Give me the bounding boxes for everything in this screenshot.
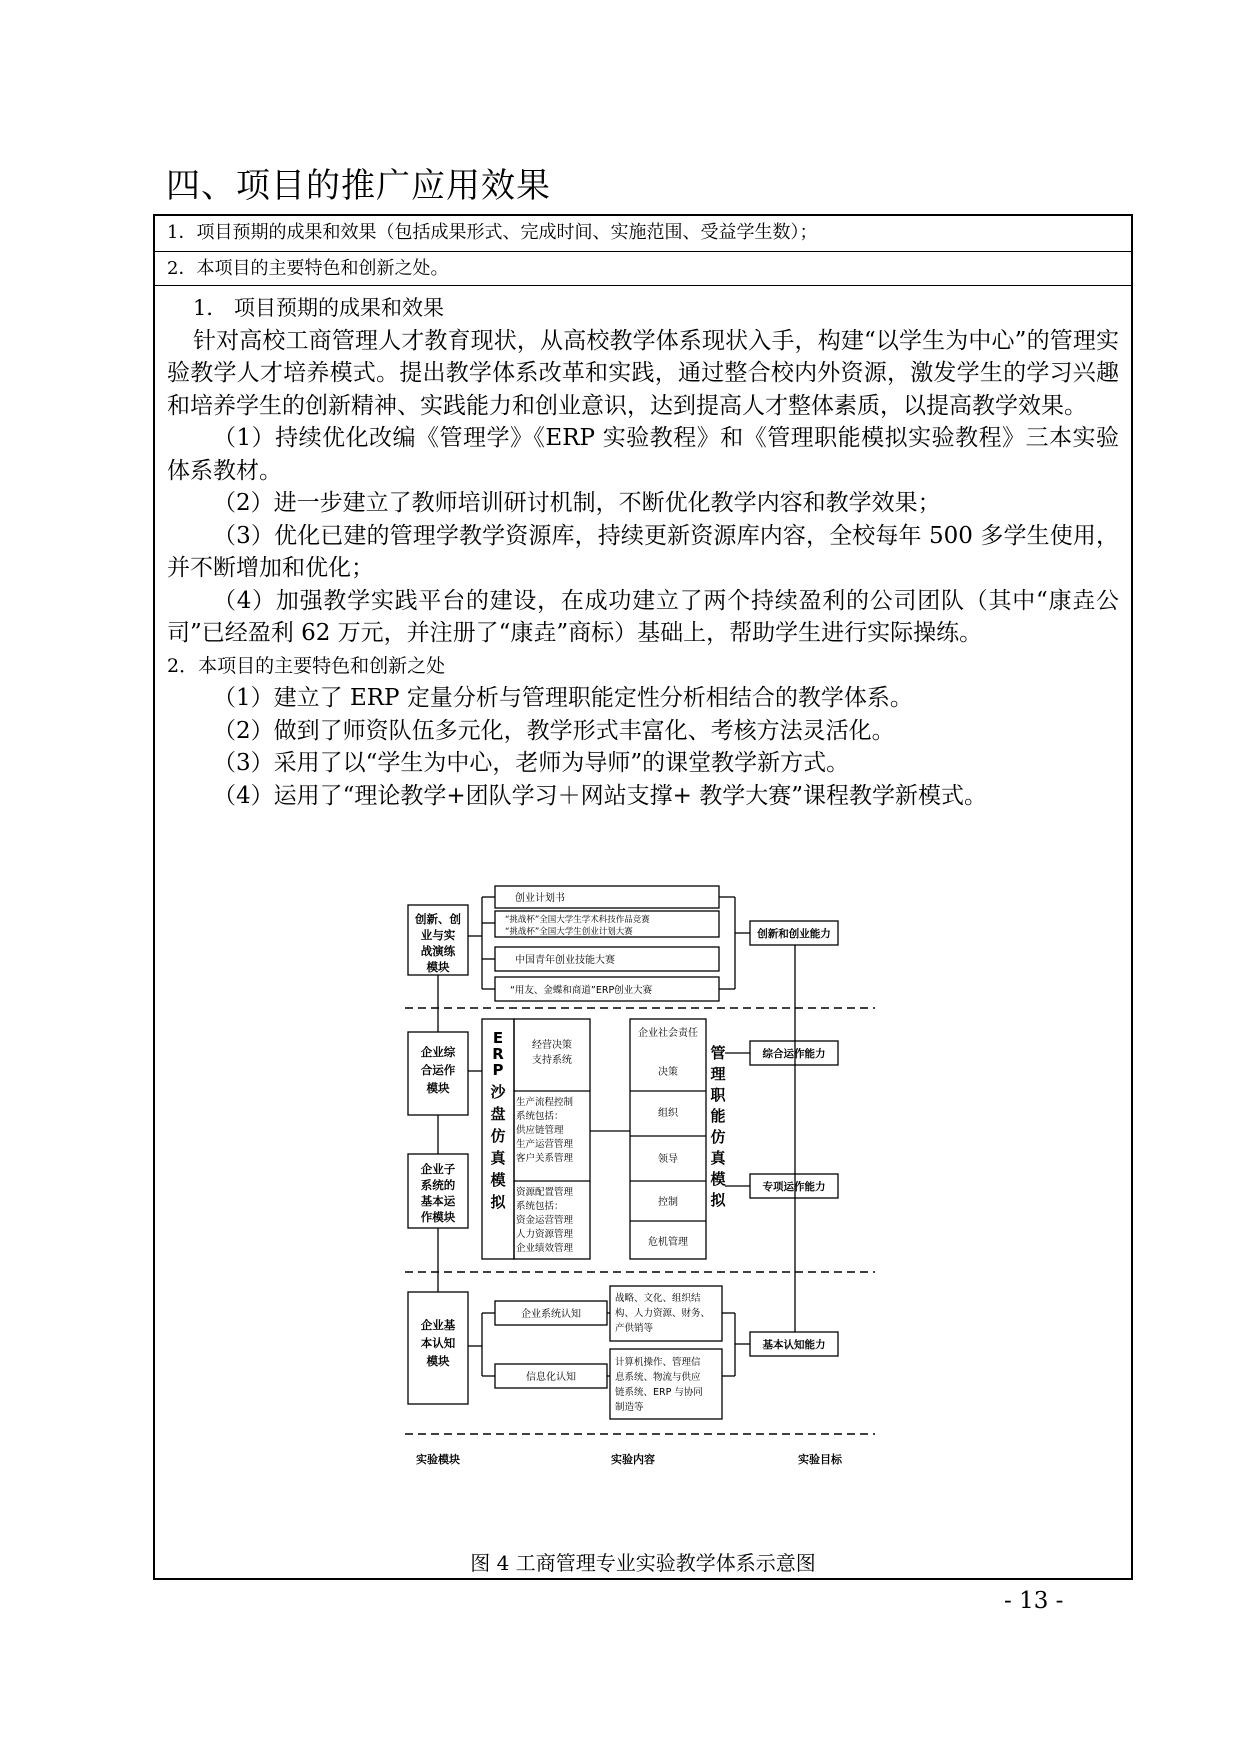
module-4-line-3: 模块 [426,1354,450,1368]
contest-4: “用友、金蝶和商道”ERP创业大赛 [510,985,653,996]
mgmt-label-8: 拟 [710,1191,726,1209]
feature-item-1: （1）建立了 ERP 定量分析与管理职能定性分析相结合的教学体系。 [213,685,913,711]
module-1-line-3: 战演练 [420,944,456,958]
mgmt-item-4: 领导 [658,1154,678,1165]
erp-label-3: P [492,1061,504,1079]
erp-label-1: E [492,1029,504,1047]
module-1-line-2: 业与实 [420,928,456,942]
mgmt-label-6: 真 [710,1149,726,1167]
module-4-line-2: 本认知 [420,1336,456,1350]
erp-item-2-line-5: 客户关系管理 [516,1153,574,1164]
erp-item-2-line-3: 供应链管理 [516,1125,564,1136]
result-item-4: （4）加强教学实践平台的建设，在成功建立了两个持续盈利的公司团队（其中“康垚公司”已经盈利 62 万元，并注册了“康垚”商标）基础上，帮助学生进行实际操练。 [167,587,1119,646]
basic-detail-1-line-2: 构、人力资源、财务、 [615,1308,711,1319]
content-frame [153,214,1133,1580]
mgmt-item-1: 企业社会责任 [638,1028,698,1039]
module-1-line-4: 模块 [426,960,450,974]
contest-1: 创业计划书 [515,893,565,904]
paragraph-intro: 针对高校工商管理人才教育现状，从高校教学体系现状入手，构建“以学生为中心”的管理实验教学人才培养模式。提出教学体系改革和实践，通过整合校内外资源，激发学生的学习兴趣和培养学生的创新精神、实践能力和创业意识，达到提高人才整体素质，以提高教学效果。 [167,327,1119,419]
figure-caption: 图 4 工商管理专业实验教学体系示意图 [470,1551,816,1575]
ability-4: 基本认知能力 [762,1339,826,1351]
footer-col-goals: 实验目标 [798,1453,842,1466]
erp-label-9: 拟 [490,1193,506,1211]
module-3-line-4: 作模块 [420,1210,456,1224]
module-1-line-1: 创新、创 [415,912,461,926]
module-2-line-1: 企业综 [420,1045,456,1059]
erp-label-6: 仿 [490,1127,506,1145]
basic-detail-2-line-4: 制造等 [615,1402,644,1413]
erp-item-3-line-1: 资源配置管理 [516,1187,574,1198]
mgmt-label-3: 职 [710,1086,726,1104]
ability-3: 专项运作能力 [762,1181,826,1193]
result-item-3: （3）优化已建的管理学教学资源库，持续更新资源库内容，全校每年 500 多学生使用，并不断增加和优化； [167,522,1119,581]
basic-item-1: 企业系统认知 [521,1309,581,1320]
basic-detail-2-line-2: 息系统、物流与供应 [615,1372,701,1383]
erp-item-3-line-3: 资金运营管理 [516,1215,574,1226]
prompt-line-1: 1．项目预期的成果和效果（包括成果形式、完成时间、实施范围、受益学生数）； [155,216,1131,252]
result-item-1: （1）持续优化改编《管理学》《ERP 实验教程》和《管理职能模拟实验教程》三本实验体系教材。 [167,425,1119,484]
result-item-2: （2）进一步建立了教师培训研讨机制，不断优化教学内容和教学效果； [213,490,941,516]
mgmt-item-5: 控制 [658,1197,678,1208]
mgmt-functions-box [630,1019,706,1259]
erp-item-2-line-1: 生产流程控制 [516,1097,574,1108]
module-4-line-1: 企业基 [420,1318,456,1332]
body-text [167,292,1119,812]
teaching-system-diagram [405,881,875,1506]
basic-item-2: 信息化认知 [526,1372,576,1383]
erp-label-2: R [492,1045,504,1063]
feature-item-4: （4）运用了“理论教学+团队学习＋网站支撑+ 教学大赛”课程教学新模式。 [213,782,988,809]
heading-features: 2．本项目的主要特色和创新之处 [167,654,446,677]
prompt-line-2: 2．本项目的主要特色和创新之处。 [155,252,1131,286]
mgmt-label-2: 理 [710,1065,726,1083]
mgmt-item-2: 决策 [658,1067,678,1078]
erp-label-5: 盘 [490,1105,506,1123]
mgmt-label-7: 模 [710,1170,726,1188]
erp-label-7: 真 [490,1149,506,1167]
contest-2b: “挑战杯”全国大学生创业计划大赛 [505,927,633,937]
contest-3: 中国青年创业技能大赛 [515,955,615,966]
basic-detail-2-line-1: 计算机操作、管理信 [615,1357,701,1368]
page-number: - 13 - [1004,1588,1064,1614]
feature-item-2: （2）做到了师资队伍多元化，教学形式丰富化、考核方法灵活化。 [213,717,895,744]
erp-item-1-line-2: 支持系统 [532,1055,572,1066]
erp-item-3-line-2: 系统包括： [516,1201,564,1212]
erp-item-2-line-4: 生产运营管理 [516,1139,574,1150]
ability-2: 综合运作能力 [762,1048,826,1060]
module-3-line-2: 系统的 [420,1178,456,1192]
module-3-line-1: 企业子 [420,1162,456,1176]
basic-detail-1-line-1: 战略、文化、组织结 [615,1293,701,1304]
basic-detail-2-line-3: 链系统、ERP 与协同 [615,1387,703,1398]
basic-detail-1-line-3: 产供销等 [615,1323,654,1334]
erp-item-3-line-4: 人力资源管理 [516,1229,574,1240]
erp-item-1-line-1: 经营决策 [532,1040,572,1051]
diagram-svg [405,881,875,1506]
footer-col-modules: 实验模块 [416,1453,460,1466]
section-title: 四、项目的推广应用效果 [166,166,551,206]
erp-item-3-line-5: 企业绩效管理 [516,1243,574,1254]
erp-label-8: 模 [490,1171,506,1189]
module-2-line-2: 合运作 [420,1063,456,1077]
mgmt-label-4: 能 [710,1107,726,1125]
erp-item-2-line-2: 系统包括： [516,1111,564,1122]
mgmt-item-3: 组织 [658,1108,678,1119]
mgmt-label-5: 仿 [710,1128,726,1146]
module-3-line-3: 基本运 [420,1194,456,1208]
mgmt-item-6: 危机管理 [648,1237,688,1248]
module-2-line-3: 模块 [426,1081,450,1095]
mgmt-label-1: 管 [710,1044,726,1062]
heading-expected-results: 1． 项目预期的成果和效果 [193,296,445,320]
contest-2a: “挑战杯”全国大学生学术科技作品竞赛 [505,915,650,925]
ability-1: 创新和创业能力 [757,928,831,940]
footer-col-content: 实验内容 [611,1453,655,1466]
erp-label-4: 沙 [490,1083,506,1101]
feature-item-3: （3）采用了以“学生为中心，老师为导师”的课堂教学新方式。 [213,750,850,776]
